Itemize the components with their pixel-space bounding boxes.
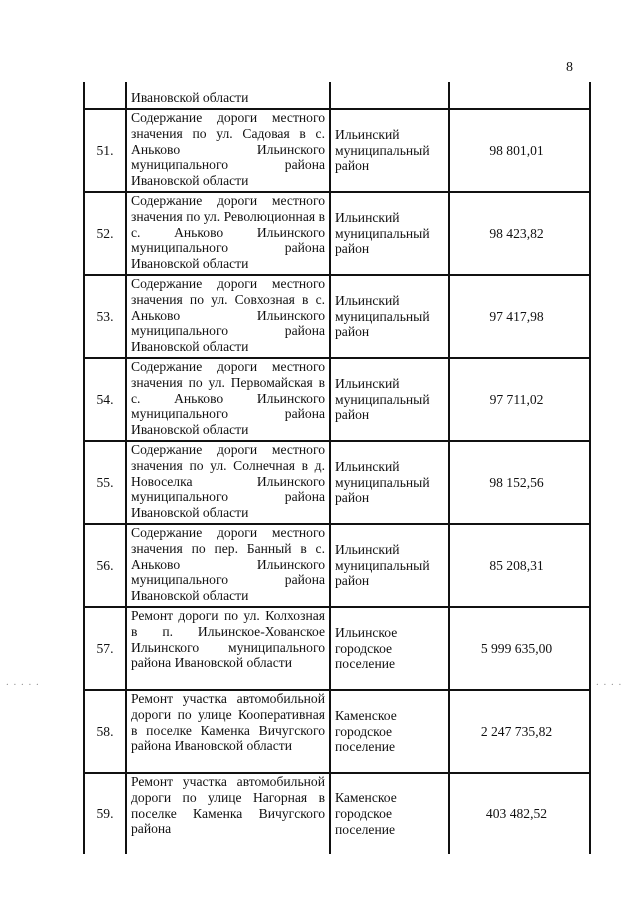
amount-cell — [450, 82, 589, 108]
area-cell — [331, 774, 450, 854]
area-cell — [331, 110, 450, 191]
number-cell: 57. — [85, 608, 127, 689]
table-row — [85, 193, 589, 276]
amount-cell: 85 208,31 — [489, 557, 544, 573]
table-row — [85, 110, 589, 193]
area-cell — [331, 276, 450, 357]
table-row — [85, 276, 589, 359]
number-cell: 51. — [85, 110, 127, 191]
table-row — [85, 442, 589, 525]
area-text: Ильинский муниципальный район — [335, 541, 430, 589]
amount-cell: 97 711,02 — [489, 391, 544, 407]
scan-marks-right: . . . . — [596, 676, 623, 688]
table-row-continuation — [85, 82, 589, 110]
table-row — [85, 774, 589, 854]
area-text: Каменское городское поселение — [335, 790, 397, 837]
area-text: Ильинский муниципальный район — [335, 209, 430, 257]
amount-cell: 98 423,82 — [489, 225, 544, 241]
area-cell — [331, 193, 450, 274]
description-cell — [127, 82, 331, 108]
amount-cell: 98 152,56 — [489, 474, 544, 490]
area-text: Ильинский муниципальный район — [335, 126, 430, 174]
description-cell: Ремонт участка автомобильной дороги по улице Нагорная в поселке Каменка Вичугского района — [127, 774, 331, 854]
amount-cell: 97 417,98 — [489, 308, 544, 324]
description-cell: Ремонт дороги по ул. Колхозная в п. Ильинское-Хованское Ильинского муниципального района Ивановской области — [127, 608, 331, 689]
description-cell: Содержание дороги местного значения по ул. Первомайская в с. Аньково Ильинского муниципального района Ивановской области — [127, 359, 331, 440]
number-cell: 54. — [85, 359, 127, 440]
table-row — [85, 608, 589, 691]
number-cell: 53. — [85, 276, 127, 357]
area-cell — [331, 359, 450, 440]
area-text: Каменское городское поселение — [335, 707, 397, 755]
description-cell: Ремонт участка автомобильной дороги по улице Кооперативная в поселке Каменка Вичугского района Ивановской области — [127, 691, 331, 772]
area-cell — [331, 82, 450, 108]
area-text: Ильинский муниципальный район — [335, 458, 430, 506]
description-cell: Содержание дороги местного значения по пер. Банный в с. Аньково Ильинского муниципального района Ивановской области — [127, 525, 331, 606]
table-row — [85, 691, 589, 774]
amount-cell: 98 801,01 — [489, 142, 544, 158]
area-cell — [331, 525, 450, 606]
table-row — [85, 359, 589, 442]
description-cell: Содержание дороги местного значения по ул. Совхозная в с. Аньково Ильинского муниципального района Ивановской области — [127, 276, 331, 357]
roads-table — [83, 82, 591, 854]
number-cell: 52. — [85, 193, 127, 274]
scan-marks-left: . . . . . — [6, 676, 40, 688]
number-cell: 58. — [85, 691, 127, 772]
amount-cell: 5 999 635,00 — [480, 640, 553, 656]
amount-cell: 403 482,52 — [485, 806, 548, 822]
amount-cell: 2 247 735,82 — [480, 723, 553, 739]
area-cell — [331, 442, 450, 523]
description-cell: Содержание дороги местного значения по ул. Революционная в с. Аньково Ильинского муниципального района Ивановской области — [127, 193, 331, 274]
area-text: Ильинский муниципальный район — [335, 375, 430, 423]
number-cell: 55. — [85, 442, 127, 523]
number-cell — [85, 82, 127, 108]
description-cell: Содержание дороги местного значения по ул. Садовая в с. Аньково Ильинского муниципального района Ивановской области — [127, 110, 331, 191]
description-cell: Содержание дороги местного значения по ул. Солнечная в д. Новоселка Ильинского муниципального района Ивановской области — [127, 442, 331, 523]
number-cell: 59. — [85, 774, 127, 854]
number-cell: 56. — [85, 525, 127, 606]
area-text: Ильинское городское поселение — [335, 624, 398, 672]
page-number: 8 — [566, 60, 573, 75]
table-row — [85, 525, 589, 608]
area-cell — [331, 608, 450, 689]
area-text: Ильинский муниципальный район — [335, 292, 430, 340]
description-text: Ивановской области — [131, 90, 249, 106]
area-cell — [331, 691, 450, 772]
